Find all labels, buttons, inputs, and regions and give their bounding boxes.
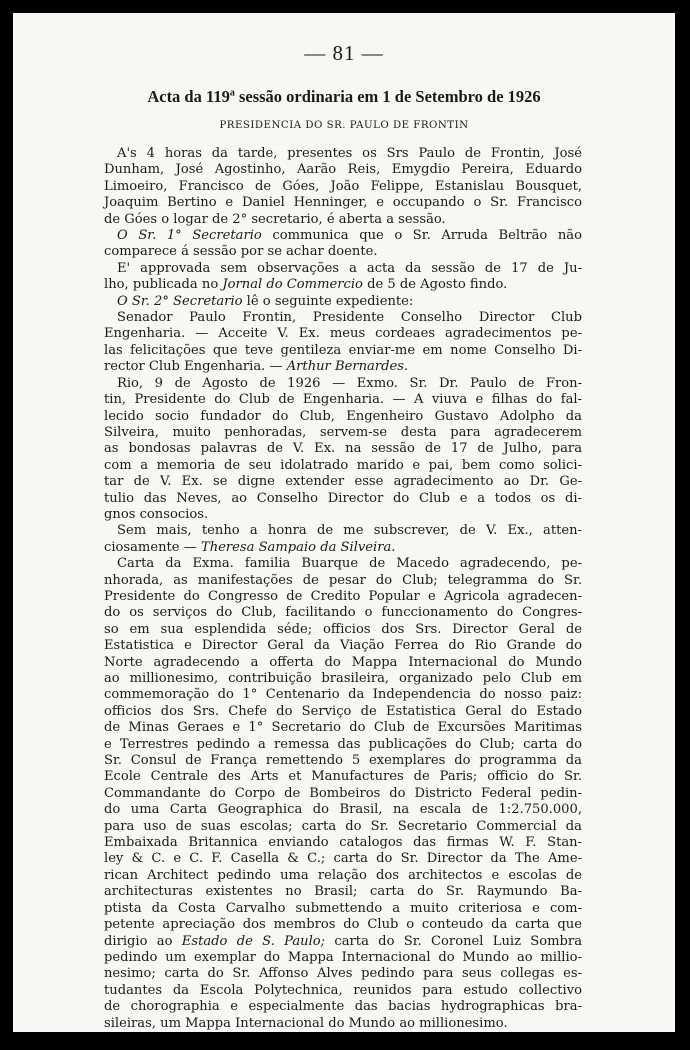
text-line: so em sua esplendida séde; officios dos Srs. Director Geral de [104,621,582,637]
text-segment: rector Club Engenharia. — [104,359,287,375]
text-line [104,277,582,293]
text-line: de Minas Geraes e 1° Secretario do Club de Excursões Maritimas [104,720,582,736]
text-line [104,294,582,310]
text-line: Silveira, muito penhoradas, servem-se desta para agradecerem [104,424,582,440]
text-segment: lho, publicada no [104,277,223,293]
text-line: Dunham, José Agostinho, Aarão Reis, Emygdio Pereira, Eduardo [104,162,582,178]
text-line: sileiras, um Mappa Internacional do Mundo ao millionesimo. [104,1015,508,1031]
text-line: Carta da Exma. familia Buarque de Macedo agradecendo, pe- [117,556,582,572]
text-line: Commandante do Corpo de Bombeiros do Districto Federal pedin- [104,785,582,801]
text-segment: ciosamente — [104,539,201,555]
text-line: e Terrestres pedindo a remessa das publicações do Club; carta do [104,736,582,752]
text-line: gnos consocios. [104,506,209,522]
text-line: com a memoria de seu idolatrado marido e pai, bem como solici- [104,457,582,473]
text-line: do uma Carta Geographica do Brasil, na escala de 1:2.750.000, [104,802,582,818]
text-line: E' approvada sem observações a acta da sessão de 17 de Ju- [117,260,582,276]
text-segment: carta do Sr. Coronel Luiz Sombra [325,933,582,949]
text-line: petente apreciação dos membros do Club o conteudo da carta que [104,917,582,933]
text-segment: communica que o Sr. Arruda Beltrão não [261,228,582,244]
minutes-title [13,87,675,107]
text-line: nesimo; carta do Sr. Affonso Alves pedindo para seus collegas es- [104,966,582,982]
text-line: Joaquim Bertino e Daniel Henninger, e occupando o Sr. Francisco [104,195,582,211]
italic-text: Arthur Bernardes. [286,359,409,375]
text-line: Presidente do Congresso de Credito Popular e Agricola agradecen- [104,588,582,604]
text-line: tulio das Neves, ao Conselho Director do Club e a todos os di- [104,490,582,506]
text-segment: lê o seguinte expediente: [242,293,414,309]
text-line: Norte agradecendo a offerta do Mappa Internacional do Mundo [104,654,582,670]
minutes-body [104,146,582,1032]
italic-text: Theresa Sampaio da Silveira. [200,539,396,555]
text-line: nhorada, as manifestações de pesar do Club; telegramma do Sr. [104,572,582,588]
text-line: Limoeiro, Francisco de Góes, João Felippe, Estanislau Bousquet, [104,178,582,194]
text-line: lecido socio fundador do Club, Engenheiro Gustavo Adolpho da [104,408,582,424]
text-segment: dirigio ao [104,933,182,949]
text-line: ao millionesimo, contribuição brasileira, organizado pelo Club em [104,671,582,686]
italic-text: Estado de S. Paulo; [181,933,326,949]
text-line: ley & C. e C. F. Casella & C.; carta do Sr. Director da The Ame- [104,851,582,867]
title-text-end: sessão ordinaria em 1 de Setembro de 1926 [234,87,541,106]
text-line: rican Architect pedindo uma relação dos architectos e escolas de [104,867,582,883]
text-line [104,359,582,375]
text-line: tudantes da Escola Polytechnica, reunidos para estudo collectivo [104,982,582,998]
text-line: Ecole Centrale des Arts et Manufactures de Paris; officio do Sr. [104,769,582,785]
text-line: officios dos Srs. Chefe do Serviço de Estatistica Geral do Estado [104,703,582,719]
title-text-start: Acta da 119 [147,87,230,106]
presidency-line: PRESIDENCIA DO SR. PAULO DE FRONTIN [219,120,469,131]
page-number: — 81 — [304,41,384,65]
text-line: ptista da Costa Carvalho submettendo a muito criteriosa e com- [104,900,582,916]
text-line: as bondosas palavras de V. Ex. na sessão de 17 de Julho, para [104,441,582,457]
text-line [104,228,582,244]
text-line [104,934,582,950]
text-line: architecturas existentes no Brasil; carta do Sr. Raymundo Ba- [104,884,582,900]
text-line: Engenharia. — Acceite V. Ex. meus cordeaes agradecimentos pe- [104,326,582,342]
italic-text: Jornal do Commercio [222,277,363,293]
text-line [104,540,582,556]
italic-text: O Sr. 2° Secretario [117,293,243,309]
italic-text: O Sr. 1° Secretario [117,228,262,244]
text-line: de Góes o logar de 2° secretario, é aberta a sessão. [104,211,446,227]
text-line: Sr. Consul de França remettendo 5 exemplares do programma da [104,753,582,769]
text-line: commemoração do 1° Centenario da Independencia do nosso paiz: [104,687,582,703]
text-line: comparece á sessão por se achar doente. [104,244,378,260]
document-page [13,13,675,1032]
text-line: pedindo um exemplar do Mappa Internacional do Mundo ao millio- [104,949,582,965]
text-line: Sem mais, tenho a honra de me subscrever, de V. Ex., atten- [117,523,582,539]
text-line: Estatistica e Director Geral da Viação Ferrea do Rio Grande do [104,638,582,654]
text-line: Embaixada Britannica enviando catalogos das firmas W. F. Stan- [104,835,582,851]
text-line: Senador Paulo Frontin, Presidente Conselho Director Club [117,310,582,326]
title-ordinal-superscript: a [229,87,235,99]
text-segment: de 5 de Agosto findo. [362,277,508,293]
text-line: do os serviços do Club, facilitando o funccionamento do Congres- [104,605,582,621]
text-line: tin, Presidente do Club de Engenharia. — A viuva e filhas do fal- [104,392,582,408]
text-line: para uso de suas escolas; carta do Sr. Secretario Commercial da [104,818,582,834]
text-line: Rio, 9 de Agosto de 1926 — Exmo. Sr. Dr. Paulo de Fron- [117,375,582,391]
text-line: A's 4 horas da tarde, presentes os Srs Paulo de Frontin, José [117,146,582,161]
text-line: de chorographia e especialmente das bacias hydrographicas bra- [104,999,582,1015]
text-line: las felicitações que teve gentileza enviar-me em nome Conselho Di- [104,342,582,358]
text-line: tar de V. Ex. se digne extender esse agradecimento ao Dr. Ge- [104,474,582,490]
